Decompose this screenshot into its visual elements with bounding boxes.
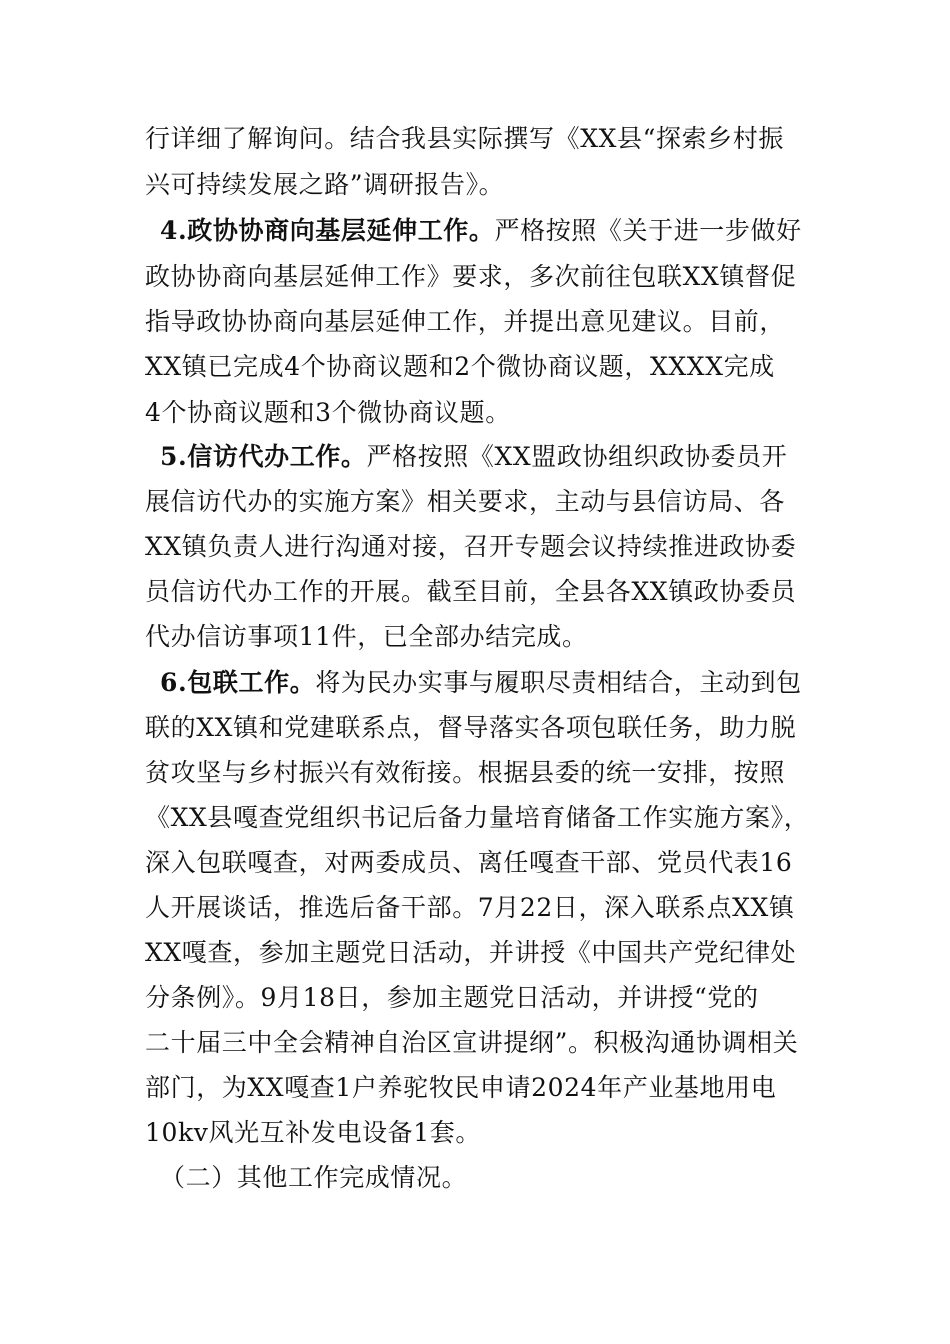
- para6-line-11: 10kv风光互补发电设备1套。: [145, 1118, 481, 1147]
- para4-line-3: 指导政协协商向基层延伸工作，并提出意见建议。目前，: [145, 307, 786, 336]
- para6-heading: 6.包联工作。: [160, 668, 316, 697]
- para6-line-7: XX嘎查，参加主题党日活动，并讲授《中国共产党纪律处: [145, 938, 797, 967]
- para1-line-1: 行详细了解询问。结合我县实际撰写《XX县“探索乡村振: [145, 124, 784, 153]
- para6-first-line: [160, 666, 802, 700]
- para5-line-2: 展信访代办的实施方案》相关要求，主动与县信访局、各: [145, 487, 786, 516]
- para6-line-6: 人开展谈话，推选后备干部。7月22日，深入联系点XX镇: [145, 893, 795, 922]
- para5-line-5: 代办信访事项11件，已全部办结完成。: [145, 622, 588, 651]
- para5-line-4: 员信访代办工作的开展。截至目前，全县各XX镇政协委员: [145, 577, 797, 606]
- para4-line-5: 4个协商议题和3个微协商议题。: [145, 398, 511, 427]
- para5-first-line: [160, 440, 787, 474]
- para4-first-line: [160, 214, 802, 248]
- para6-line-9: 二十届三中全会精神自治区宣讲提纲”。积极沟通协调相关: [145, 1028, 799, 1057]
- para6-line-2: 联的XX镇和党建联系点，督导落实各项包联任务，助力脱: [145, 713, 797, 742]
- para6-line-8: 分条例》。9月18日，参加主题党日活动，并讲授“党的: [145, 983, 759, 1012]
- para6-line-4: 《XX县嘎查党组织书记后备力量培育储备工作实施方案》，: [145, 803, 810, 832]
- para6-first-line-text: 将为民办实事与履职尽责相结合，主动到包: [315, 668, 802, 697]
- para1-line-2: 兴可持续发展之路”调研报告》。: [145, 170, 505, 199]
- para5-first-line-text: 严格按照《XX盟政协组织政协委员开: [366, 442, 788, 471]
- para5-line-3: XX镇负责人进行沟通对接，召开专题会议持续推进政协委: [145, 532, 797, 561]
- section2-heading: （二）其他工作完成情况。: [160, 1163, 468, 1192]
- para4-heading: 4.政协协商向基层延伸工作。: [160, 216, 495, 245]
- para5-heading: 5.信访代办工作。: [160, 442, 367, 471]
- para6-line-10: 部门，为XX嘎查1户养驼牧民申请2024年产业基地用电: [145, 1073, 777, 1102]
- para6-line-5: 深入包联嘎查，对两委成员、离任嘎查干部、党员代表16: [145, 848, 793, 877]
- para4-line-2: 政协协商向基层延伸工作》要求，多次前往包联XX镇督促: [145, 262, 797, 291]
- para4-line-4: XX镇已完成4个协商议题和2个微协商议题，XXXX完成: [145, 352, 775, 381]
- para4-first-line-text: 严格按照《关于进一步做好: [494, 216, 802, 245]
- para6-line-3: 贫攻坚与乡村振兴有效衔接。根据县委的统一安排，按照: [145, 758, 786, 787]
